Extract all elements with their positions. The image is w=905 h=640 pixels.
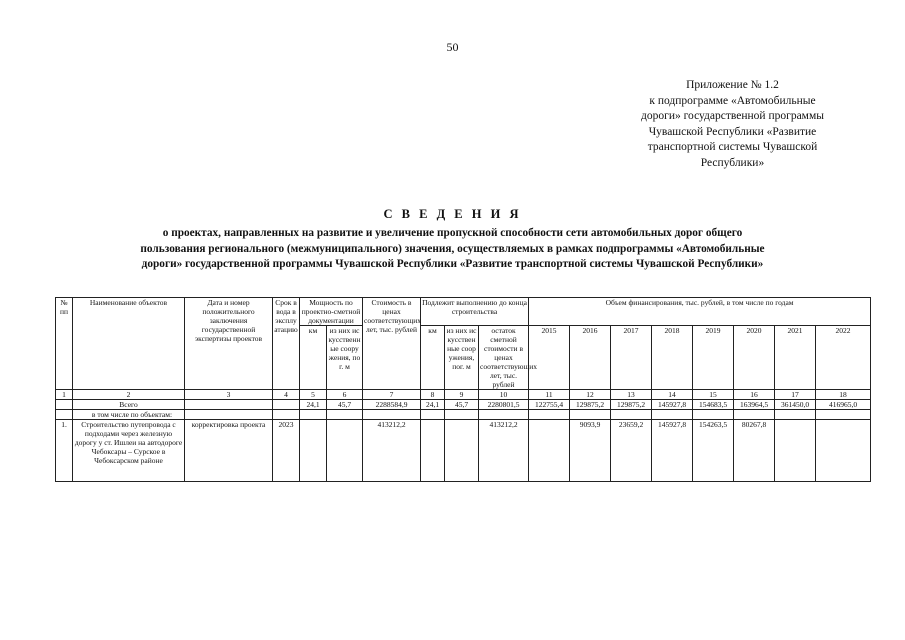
row-km (300, 420, 327, 482)
row-artificial (327, 420, 363, 482)
header-name: Наименование объектов (73, 298, 185, 390)
column-number: 17 (775, 390, 816, 400)
document-title (30, 207, 875, 273)
column-number: 4 (273, 390, 300, 400)
header-year: 2018 (652, 326, 693, 390)
appendix-line: транспортной системы Чувашской (647, 141, 818, 153)
total-year-value: 154683,5 (693, 400, 734, 410)
total-year-value: 122755,4 (529, 400, 570, 410)
header-cost: Стоимость в ценах соответствующих лет, тыс. рублей (363, 298, 421, 390)
header-expertise: Дата и номер положительного заключения государственной экспертизы проектов (185, 298, 273, 390)
total-year-value: 129875,2 (611, 400, 652, 410)
column-number: 9 (445, 390, 479, 400)
total-label: Всего (73, 400, 185, 410)
column-number: 14 (652, 390, 693, 400)
row-num: 1. (56, 420, 73, 482)
column-number: 18 (816, 390, 871, 400)
projects-table (55, 297, 871, 482)
header-year: 2015 (529, 326, 570, 390)
row-year-value: 80267,8 (734, 420, 775, 482)
row-year-value (816, 420, 871, 482)
appendix-line: дороги» государственной программы (641, 110, 824, 122)
row-year-value (775, 420, 816, 482)
header-funding: Объем финансирования, тыс. рублей, в том числе по годам (529, 298, 871, 326)
row-artificial-remaining (445, 420, 479, 482)
table-row-including (56, 410, 871, 420)
row-year-value: 9093,9 (570, 420, 611, 482)
total-year-value: 145927,8 (652, 400, 693, 410)
total-km-remaining: 24,1 (421, 400, 445, 410)
header-artificial: из них искусственные сооружения, пог. м (327, 326, 363, 390)
row-year-value: 23659,2 (611, 420, 652, 482)
row-name: Строительство путепровода с подходами через железную дорогу у ст. Ишлеи на автодороге Чебоксары – Сурское в Чебоксарском районе (73, 420, 185, 482)
header-year: 2020 (734, 326, 775, 390)
row-term: 2023 (273, 420, 300, 482)
total-year-value: 361450,0 (775, 400, 816, 410)
row-year-value (529, 420, 570, 482)
row-year-value: 154263,5 (693, 420, 734, 482)
column-number: 1 (56, 390, 73, 400)
header-year: 2016 (570, 326, 611, 390)
row-km-remaining (421, 420, 445, 482)
header-num: № пп (56, 298, 73, 390)
header-year: 2017 (611, 326, 652, 390)
appendix-line: Республики» (700, 156, 765, 169)
header-km-remaining: км (421, 326, 445, 390)
page-number: 50 (446, 40, 459, 54)
column-number: 12 (570, 390, 611, 400)
row-year-value: 145927,8 (652, 420, 693, 482)
appendix-line: Чувашской Республики «Развитие (648, 125, 817, 138)
column-number: 13 (611, 390, 652, 400)
total-year-value: 163964,5 (734, 400, 775, 410)
appendix-line: Приложение № 1.2 (686, 79, 779, 91)
header-remaining: Подлежит выполнению до конца строительства (421, 298, 529, 326)
column-number: 15 (693, 390, 734, 400)
total-cost: 2288584,9 (363, 400, 421, 410)
header-km: км (300, 326, 327, 390)
total-balance: 2280801,5 (479, 400, 529, 410)
header-capacity: Мощность по проектно-сметной документации (300, 298, 363, 326)
row-balance: 413212,2 (479, 420, 529, 482)
total-year-value: 129875,2 (570, 400, 611, 410)
row-expertise: корректировка проекта (185, 420, 273, 482)
column-number: 10 (479, 390, 529, 400)
column-number: 5 (300, 390, 327, 400)
table-row-total (56, 400, 871, 410)
including-label: в том числе по объектам: (73, 410, 185, 420)
total-artificial-remaining: 45,7 (445, 400, 479, 410)
table-header-row (56, 298, 871, 326)
title-line: дороги» государственной программы Чувашской Республики «Развитие транспортной системы Чувашской Республики» (141, 258, 764, 270)
column-number-row (56, 390, 871, 400)
header-balance: остаток сметной стоимости в ценах соответствующих лет, тыс. рублей (480, 326, 537, 389)
column-number: 2 (73, 390, 185, 400)
header-year: 2021 (775, 326, 816, 390)
title-subtitle (30, 226, 875, 273)
column-number: 6 (327, 390, 363, 400)
header-year: 2019 (693, 326, 734, 390)
header-artificial-remaining: из них искусственные сооружения, пог. м (445, 326, 479, 390)
total-km: 24,1 (300, 400, 327, 410)
appendix-note (600, 78, 865, 171)
header-term: Срок ввода в эксплуатацию (273, 298, 300, 390)
title-line: пользования регионального (межмуниципального) значения, осуществляемых в рамках подпрограммы «Автомобильные (140, 242, 765, 255)
title-main: С В Е Д Е Н И Я (383, 207, 522, 221)
table-row (56, 420, 871, 482)
total-artificial: 45,7 (327, 400, 363, 410)
column-number: 8 (421, 390, 445, 400)
total-year-value: 416965,0 (816, 400, 871, 410)
title-line: о проектах, направленных на развитие и увеличение пропускной способности сети автомобильных дорог общего (162, 227, 743, 239)
column-number: 7 (363, 390, 421, 400)
appendix-line: к подпрограмме «Автомобильные (649, 94, 816, 107)
column-number: 16 (734, 390, 775, 400)
row-cost: 413212,2 (363, 420, 421, 482)
column-number: 3 (185, 390, 273, 400)
header-year: 2022 (816, 326, 871, 390)
column-number: 11 (529, 390, 570, 400)
